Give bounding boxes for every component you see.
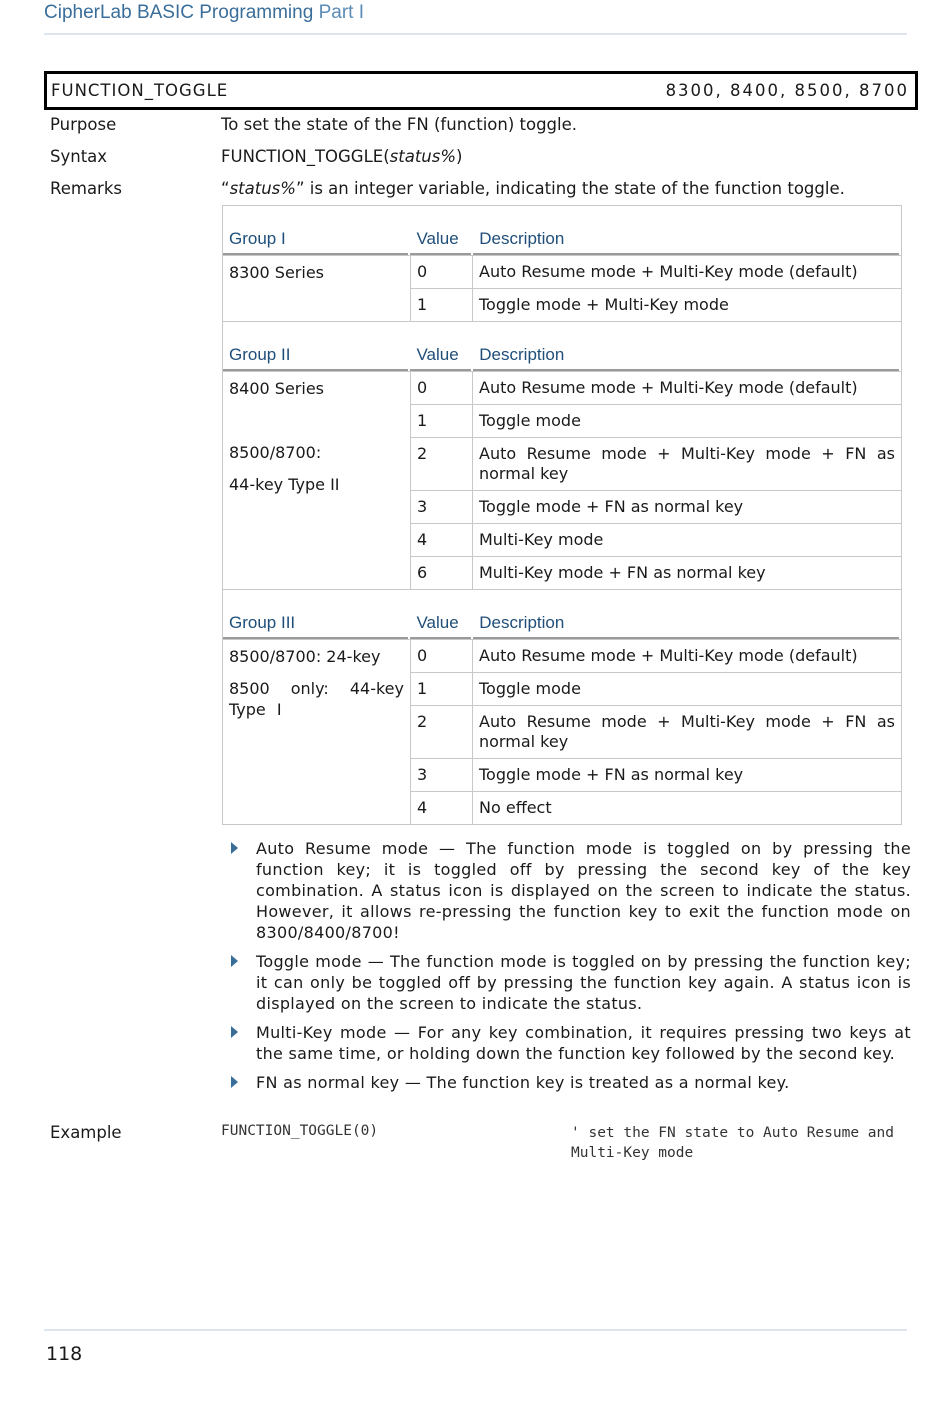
table-row [411, 673, 901, 706]
function-name: FUNCTION_TOGGLE [51, 81, 229, 100]
table-row [411, 405, 901, 438]
value-cell: 6 [411, 557, 473, 589]
note-text: Multi-Key mode — For any key combination, it requires pressing two keys at the same time, or holding down the function key followed by the second key. [256, 1023, 911, 1063]
description-cell: Multi-Key mode [479, 530, 604, 549]
note-item [229, 838, 911, 943]
series-label: 8300 Series [229, 263, 325, 282]
syntax-param: status% [389, 147, 457, 166]
triangle-bullet-icon [231, 842, 238, 854]
series-cell [223, 372, 411, 589]
table-group [223, 589, 901, 824]
series-cell [223, 640, 411, 824]
table-row [411, 524, 901, 557]
series-label: 8500/8700: 24-key [229, 647, 381, 666]
value-cell: 2 [411, 706, 473, 758]
description-header: Description [473, 229, 899, 255]
purpose-text: To set the state of the FN (function) toggle. [221, 115, 578, 134]
value-cell: 3 [411, 491, 473, 523]
remarks-param: status% [229, 179, 296, 198]
group-body [223, 255, 901, 321]
page-number: 118 [46, 1343, 83, 1365]
table-group [223, 206, 901, 321]
value-cell: 1 [411, 289, 473, 321]
series-label: 8500 only: 44-key Type I [229, 679, 404, 719]
table-row [411, 640, 901, 673]
description-cell: Toggle mode [479, 411, 581, 430]
note-item [229, 1022, 911, 1064]
triangle-bullet-icon [231, 1076, 238, 1088]
description-cell: Toggle mode + FN as normal key [479, 765, 744, 784]
description-cell: Auto Resume mode + Multi-Key mode (default) [479, 262, 858, 281]
description-cell: Auto Resume mode + Multi-Key mode + FN as normal key [479, 444, 895, 483]
syntax-prefix: FUNCTION_TOGGLE( [221, 147, 390, 166]
table-row [411, 256, 901, 289]
group-name-header: Group I [223, 229, 408, 255]
group-body [223, 371, 901, 589]
description-header: Description [473, 345, 899, 371]
syntax-suffix: ) [456, 147, 463, 166]
table-row [411, 289, 901, 321]
description-cell: Multi-Key mode + FN as normal key [479, 563, 766, 582]
example-code: FUNCTION_TOGGLE(0) [221, 1123, 379, 1139]
value-header: Value [410, 229, 471, 255]
value-cell: 4 [411, 524, 473, 556]
note-item [229, 1072, 911, 1093]
triangle-bullet-icon [231, 955, 238, 967]
table-row [411, 372, 901, 405]
table-row [411, 557, 901, 589]
series-label: 8500/8700: [229, 443, 322, 462]
function-title-box [44, 71, 918, 110]
value-cell: 1 [411, 405, 473, 437]
group-header-row [223, 206, 901, 255]
remarks-body: ” is an integer variable, indicating the state of the function toggle. [295, 179, 845, 198]
value-header: Value [410, 345, 471, 371]
value-cell: 0 [411, 256, 473, 288]
remarks-text [221, 179, 845, 198]
value-cell: 3 [411, 759, 473, 791]
function-models: 8300, 8400, 8500, 8700 [665, 81, 909, 100]
group-name-header: Group II [223, 345, 408, 371]
value-header: Value [410, 613, 471, 639]
note-text: Toggle mode — The function mode is toggled on by pressing the function key; it can only be toggled off by pressing the function key again. A status icon is displayed on the screen to indicate the status. [256, 952, 911, 1013]
group-header-row [223, 322, 901, 371]
note-item [229, 951, 911, 1014]
table-row [411, 759, 901, 792]
group-header-row [223, 590, 901, 639]
value-cell: 4 [411, 792, 473, 824]
group-body [223, 639, 901, 824]
example-comment: ' set the FN state to Auto Resume and Multi-Key mode [571, 1125, 895, 1161]
header-title: CipherLab BASIC Programming [44, 2, 314, 23]
table-row [411, 792, 901, 824]
toggle-state-table [222, 205, 902, 825]
description-cell: No effect [479, 798, 552, 817]
value-rows [411, 640, 901, 824]
description-header: Description [473, 613, 899, 639]
remarks-label: Remarks [50, 179, 122, 198]
description-cell: Toggle mode + FN as normal key [479, 497, 744, 516]
syntax-text [221, 147, 462, 166]
series-cell [223, 256, 411, 321]
table-row [411, 706, 901, 759]
value-rows [411, 256, 901, 321]
syntax-label: Syntax [50, 147, 108, 166]
triangle-bullet-icon [231, 1026, 238, 1038]
table-row [411, 438, 901, 491]
note-text: FN as normal key — The function key is treated as a normal key. [256, 1073, 790, 1092]
description-cell: Auto Resume mode + Multi-Key mode + FN as normal key [479, 712, 895, 751]
footer-rule [44, 1329, 907, 1331]
value-cell: 0 [411, 372, 473, 404]
value-cell: 1 [411, 673, 473, 705]
note-text: Auto Resume mode — The function mode is toggled on by pressing the function key; it is toggled off by pressing the second key of the key combination. A status icon is displayed on the screen to indicate the status. However, it allows re-pressing the function key to exit the function mode on 8300/8400/8700! [256, 839, 911, 942]
series-label: 44-key Type II [229, 475, 340, 494]
remarks-open-quote: “ [221, 179, 230, 198]
header-part: Part I [318, 2, 364, 23]
running-header [44, 2, 364, 24]
series-label: 8400 Series [229, 379, 325, 398]
example-label: Example [50, 1123, 122, 1142]
table-group [223, 321, 901, 589]
purpose-label: Purpose [50, 115, 117, 134]
description-cell: Auto Resume mode + Multi-Key mode (default) [479, 378, 858, 397]
value-cell: 0 [411, 640, 473, 672]
value-rows [411, 372, 901, 589]
header-rule [44, 33, 907, 35]
group-name-header: Group III [223, 613, 408, 639]
description-cell: Auto Resume mode + Multi-Key mode (default) [479, 646, 858, 665]
table-row [411, 491, 901, 524]
description-cell: Toggle mode [479, 679, 581, 698]
value-cell: 2 [411, 438, 473, 490]
description-cell: Toggle mode + Multi-Key mode [479, 295, 729, 314]
mode-notes [229, 838, 911, 1101]
